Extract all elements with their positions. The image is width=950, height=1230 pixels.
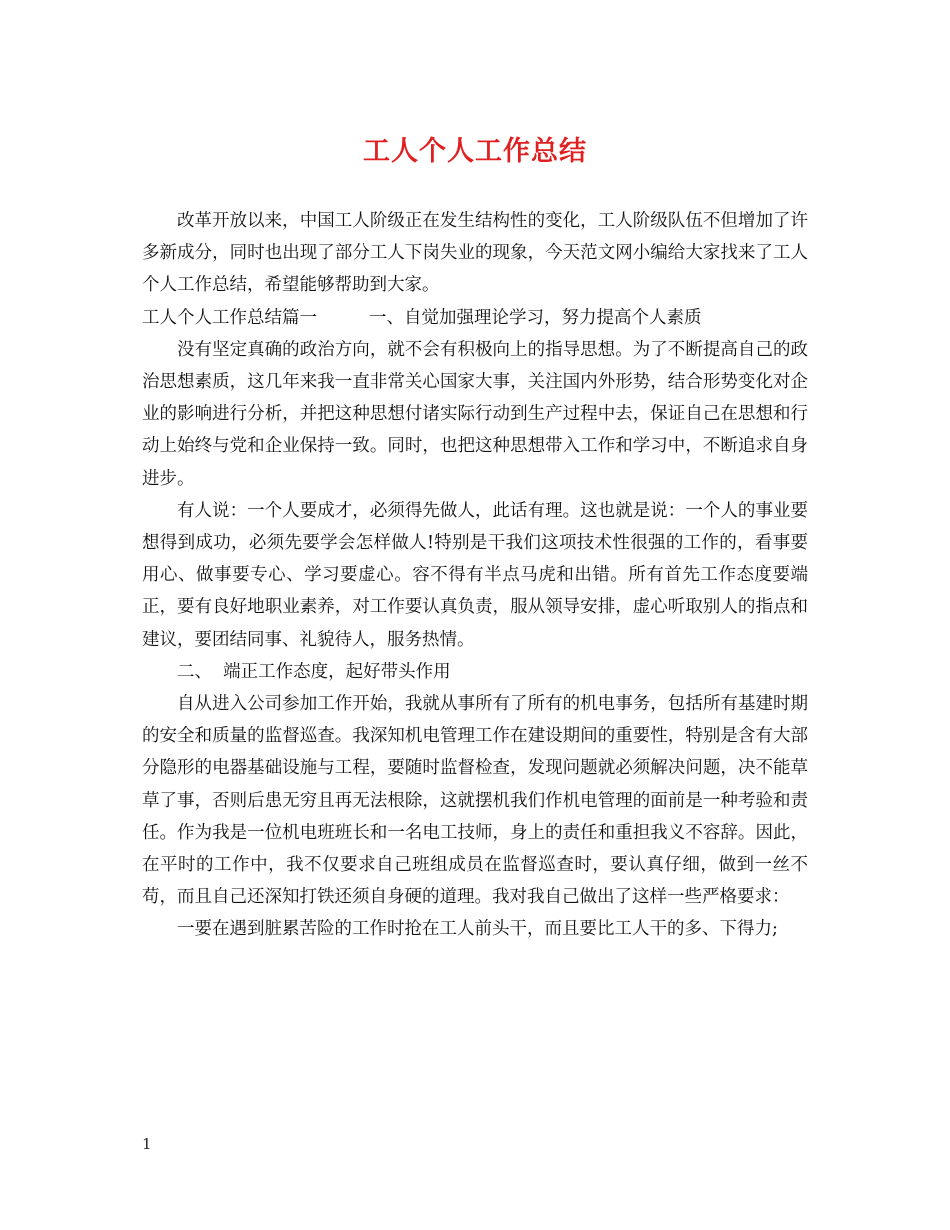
page-number: 1 [142, 1135, 152, 1153]
paragraph-conduct: 有人说：一个人要成才，必须得先做人，此话有理。这也就是说：一个人的事业要想得到成功，必须先要学会怎样做人!特别是干我们这项技术性很强的工作的，看事要用心、做事要专心、学习要虚心。容不得有半点马虎和出错。所有首先工作态度要端正，要有良好地职业素养，对工作要认真负责，服从领导安排，虚心听取别人的指点和建议，要团结同事、礼貌待人，服务热情。 [142, 500, 808, 650]
paragraph-duties: 自从进入公司参加工作开始，我就从事所有了所有的机电事务，包括所有基建时期的安全和质量的监督巡查。我深知机电管理工作在建设期间的重要性，特别是含有大部分隐形的电器基础设施与工程，要随时监督检查，发现问题就必须解决问题，决不能草草了事，否则后患无穷且再无法根除，这就摆机我们作机电管理的面前是一种考验和责任。作为我是一位机电班班长和一名电工技师，身上的责任和重担我义不容辞。因此，在平时的工作中，我不仅要求自己班组成员在监督巡查时，要认真仔细，做到一丝不苟，而且自己还深知打铁还须自身硬的道理。我对我自己做出了这样一些严格要求： [142, 694, 808, 908]
section-1-line [142, 302, 808, 334]
section-1-label: 工人个人工作总结篇一 [142, 307, 317, 328]
section-2-heading: 二、 端正工作态度，起好带头作用 [177, 661, 451, 682]
document-body [142, 205, 808, 946]
intro-paragraph: 改革开放以来，中国工人阶级正在发生结构性的变化，工人阶级队伍不但增加了许多新成分，同时也出现了部分工人下岗失业的现象，今天范文网小编给大家找来了工人个人工作总结，希望能够帮助到大家。 [142, 211, 808, 296]
section-1-heading: 一、自觉加强理论学习，努力提高个人素质 [369, 307, 702, 328]
paragraph-requirement-1: 一要在遇到脏累苦险的工作时抢在工人前头干，而且要比工人干的多、下得力; [177, 919, 778, 940]
paragraph-political: 没有坚定真确的政治方向，就不会有积极向上的指导思想。为了不断提高自己的政治思想素质，这几年来我一直非常关心国家大事，关注国内外形势，结合形势变化对企业的影响进行分析，并把这种思想付诸实际行动到生产过程中去，保证自己在思想和行动上始终与党和企业保持一致。同时，也把这种思想带入工作和学习中，不断追求自身进步。 [142, 339, 808, 489]
document-title: 工人个人工作总结 [363, 136, 587, 167]
